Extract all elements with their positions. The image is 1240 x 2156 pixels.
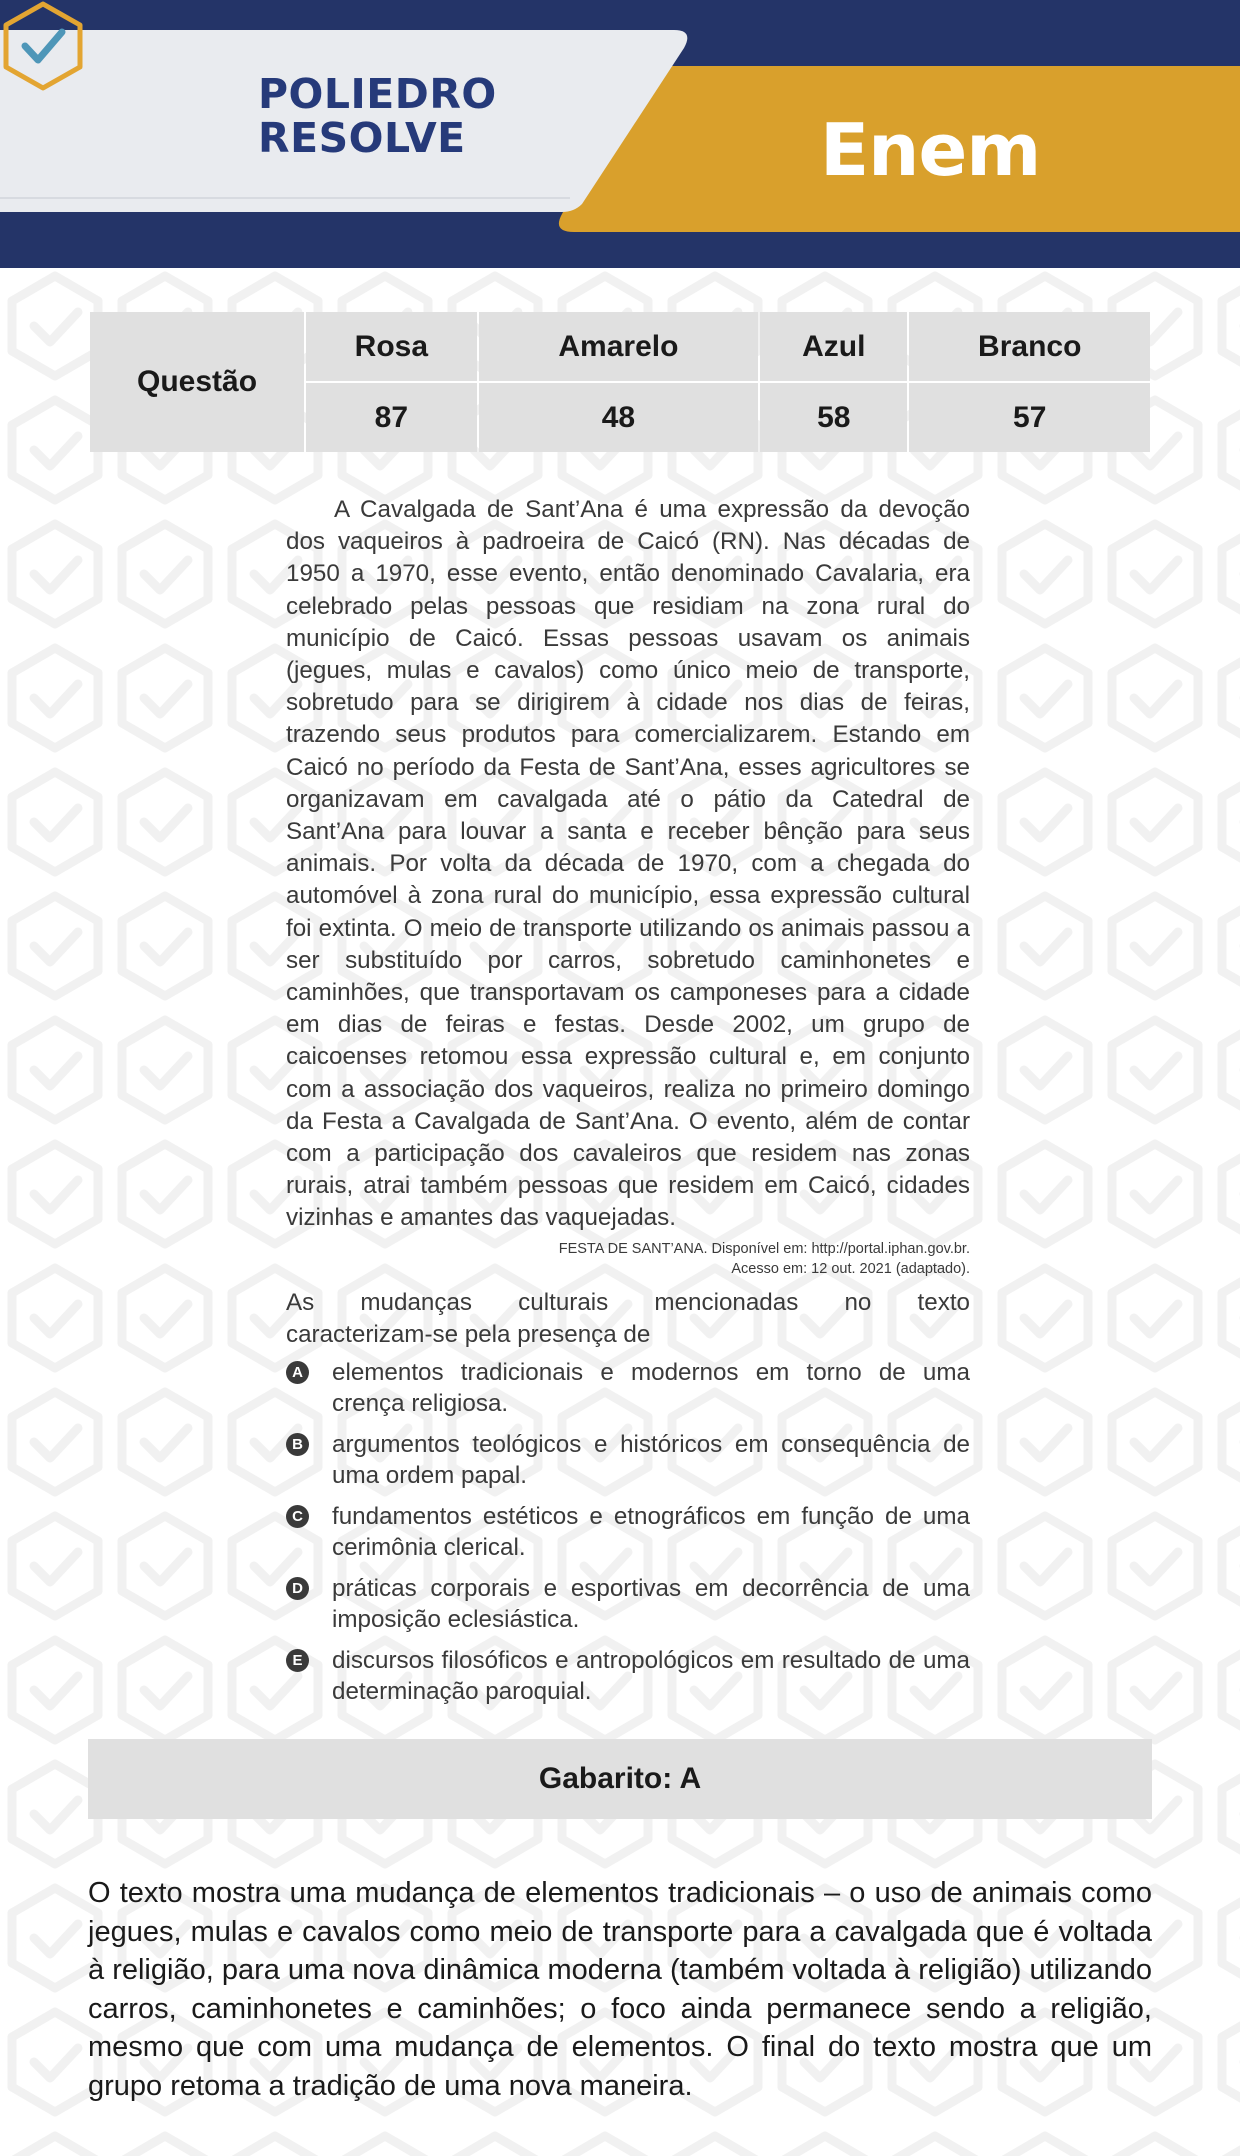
question-block [286, 494, 970, 1717]
alternative-letter-badge: C [286, 1505, 309, 1528]
checkmark-logo-icon [0, 0, 86, 92]
question-number-azul: 58 [760, 383, 907, 452]
alternative-b [286, 1429, 970, 1491]
alternative-e [286, 1645, 970, 1707]
color-header-branco: Branco [909, 312, 1150, 381]
brand-line-2: RESOLVE [258, 114, 466, 162]
resolution-text: O texto mostra uma mudança de elementos tradicionais – o uso de animais como jegues, mulas e cavalos como meio de transporte para a cavalgada que é voltada à religião, para uma nova dinâmica moderna (também voltada à religião) utilizando carros, caminhonetes e caminhões; o foco ainda permanece sendo a religião, mesmo que com uma mudança de elementos. O final do texto mostra que um grupo retoma a tradição de uma nova maneira. [88, 1877, 1152, 2102]
question-text: A Cavalgada de Sant’Ana é uma expressão da devoção dos vaqueiros à padroeira de Caicó (RN). Nas décadas de 1950 a 1970, esse evento, então denominado Cavalaria, era celebrado pelas pessoas que residiam na zona rural do município de Caicó. Essas pessoas usavam os animais (jegues, mulas e cavalos) como único meio de transporte, sobretudo para se dirigirem à cidade nos dias de feiras, trazendo seus produtos para comercializarem. Estando em Caicó no período da Festa de Sant’Ana, esses agricultores se organizavam em cavalgada até o pátio da Catedral de Sant’Ana para louvar a santa e receber bênção para seus animais. Por volta da década de 1970, com a chegada do automóvel à zona rural do município, essa expressão cultural foi extinta. O meio de transporte utilizando os animais passou a ser substituído por carros, sobretudo caminhonetes e caminhões, que transportavam os camponeses para a cidade em dias de feiras e festas. Desde 2002, um grupo de caicoenses retomou essa expressão cultural e, em conjunto com a associação dos vaqueiros, realiza no primeiro domingo da Festa a Cavalgada de Sant’Ana. O evento, além de contar com a participação dos cavaleiros que residem nas zonas rurais, atrai também pessoas que residem em Caicó, cidades vizinhas e amantes das vaquejadas. [286, 496, 970, 1232]
brand-logo-text [258, 72, 497, 160]
question-source [286, 1239, 970, 1279]
alternative-letter-badge: E [286, 1649, 309, 1672]
prompt-line-2: caracterizam-se pela presença de [286, 1320, 651, 1348]
question-number-table [88, 310, 1152, 454]
alternative-letter-badge: B [286, 1433, 309, 1456]
brand-line-1: POLIEDRO [258, 70, 497, 118]
alternative-text: elementos tradicionais e modernos em torno de uma crença religiosa. [332, 1358, 970, 1417]
alternative-text: fundamentos estéticos e etnográficos em função de uma cerimônia clerical. [332, 1502, 970, 1561]
alternative-letter-badge: A [286, 1361, 309, 1384]
source-line-2: Acesso em: 12 out. 2021 (adaptado). [731, 1260, 970, 1277]
color-header-rosa: Rosa [306, 312, 477, 381]
alternative-text: discursos filosóficos e antropológicos em resultado de uma determinação paroquial. [332, 1646, 970, 1705]
exam-title: Enem [820, 108, 1041, 192]
alternative-text: práticas corporais e esportivas em decorrência de uma imposição eclesiástica. [332, 1574, 970, 1633]
question-number-branco: 57 [909, 383, 1150, 452]
color-header-amarelo: Amarelo [479, 312, 758, 381]
alternative-text: argumentos teológicos e históricos em consequência de uma ordem papal. [332, 1430, 970, 1489]
header-banner [0, 0, 1240, 268]
alternative-letter-badge: D [286, 1577, 309, 1600]
question-number-amarelo: 48 [479, 383, 758, 452]
color-header-azul: Azul [760, 312, 907, 381]
alternative-a [286, 1357, 970, 1419]
answer-key-banner: Gabarito: A [88, 1739, 1152, 1819]
prompt-line-1: As mudanças culturais mencionadas no texto [286, 1288, 970, 1316]
question-prompt [286, 1287, 970, 1351]
source-line-1: FESTA DE SANT’ANA. Disponível em: http://portal.iphan.gov.br. [558, 1240, 970, 1257]
alternative-c [286, 1501, 970, 1563]
alternative-d [286, 1573, 970, 1635]
question-label: Questão [90, 312, 304, 452]
question-number-rosa: 87 [306, 383, 477, 452]
